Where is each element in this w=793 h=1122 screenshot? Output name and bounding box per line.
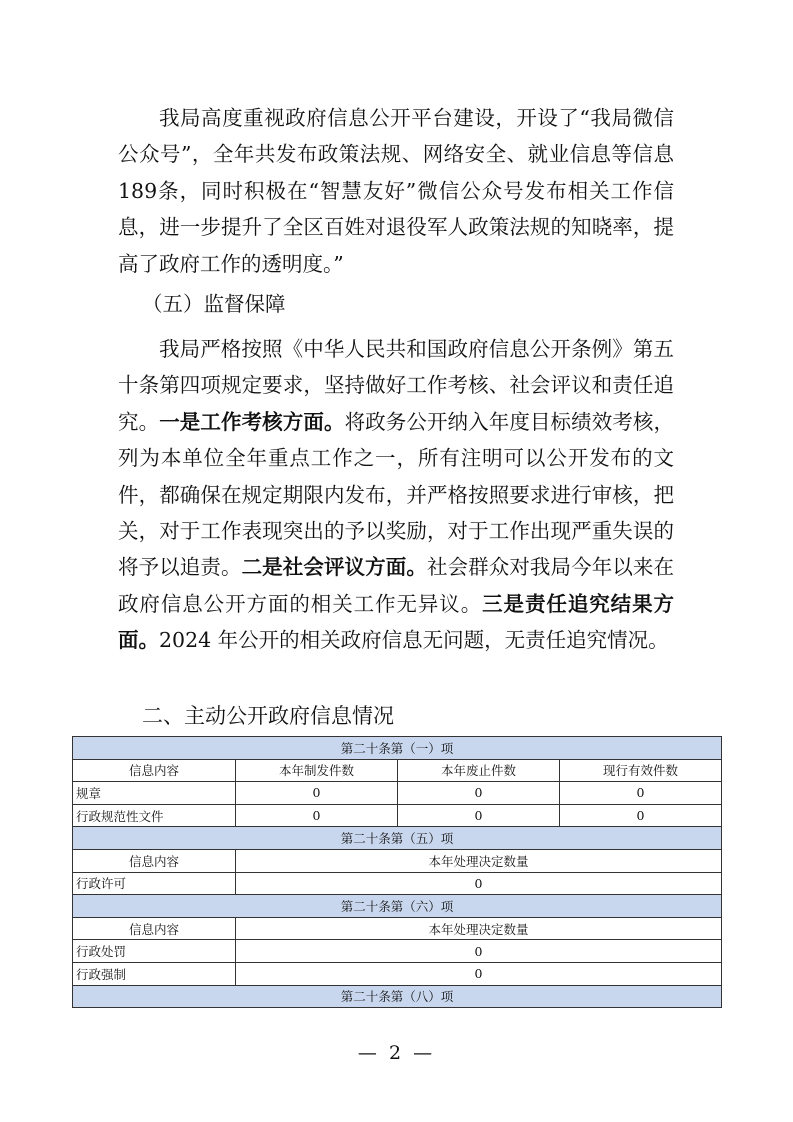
column-header: 本年废止件数: [398, 759, 560, 782]
table-cell: 0: [236, 940, 722, 963]
paragraph-supervision: [118, 331, 674, 659]
heading-supervision: （五）监督保障: [142, 292, 286, 316]
column-header: 本年制发件数: [236, 759, 398, 782]
table-header-row: [73, 917, 722, 940]
section-title-item-1: 第二十条第（一）项: [73, 737, 722, 760]
column-header: 信息内容: [73, 849, 236, 872]
table-row: [73, 872, 722, 895]
column-header: 本年处理决定数量: [236, 849, 722, 872]
row-label: 行政强制: [73, 962, 236, 985]
section-title-item-5: 第二十条第（五）项: [73, 827, 722, 850]
column-header: 信息内容: [73, 759, 236, 782]
row-label: 行政规范性文件: [73, 804, 236, 827]
table-cell: 0: [236, 872, 722, 895]
table-cell: 0: [236, 804, 398, 827]
bold-point-2: 二是社会评议方面。: [241, 555, 427, 580]
point-3-text: 2024 年公开的相关政府信息无问题，无责任追究情况。: [159, 628, 669, 653]
column-header: 现行有效件数: [560, 759, 722, 782]
table-row: [73, 962, 722, 985]
table-cell: 0: [560, 804, 722, 827]
row-label: 行政处罚: [73, 940, 236, 963]
table-section-row: [73, 827, 722, 850]
table-cell: 0: [398, 804, 560, 827]
table-cell: 0: [398, 782, 560, 805]
table-cell: 0: [560, 782, 722, 805]
paragraph-wechat-platform: 我局高度重视政府信息公开平台建设，开设了“我局微信公众号”，全年共发布政策法规、网络安全、就业信息等信息189条，同时积极在“智慧友好”微信公众号发布相关工作信息，进一步提升了全区百姓对退役军人政策法规的知晓率，提高了政府工作的透明度。”: [118, 106, 674, 276]
table-header-row: [73, 759, 722, 782]
row-label: 行政许可: [73, 872, 236, 895]
table-row: [73, 804, 722, 827]
table-header-row: [73, 849, 722, 872]
section-heading-active-disclosure: 二、主动公开政府信息情况: [142, 704, 394, 728]
supervision-intro: 我局严格按照《中华人民共和国政府信息公开条例》第五十条第四项规定要求，坚持做好工作考核、社会评议和责任追究。: [118, 337, 674, 434]
table-row: [73, 782, 722, 805]
disclosure-table: [72, 736, 722, 1008]
column-header: 本年处理决定数量: [236, 917, 722, 940]
table-section-row: [73, 985, 722, 1008]
section-title-item-8: 第二十条第（八）项: [73, 985, 722, 1008]
table-cell: 0: [236, 962, 722, 985]
section-title-item-6: 第二十条第（六）项: [73, 895, 722, 918]
table-cell: 0: [236, 782, 398, 805]
column-header: 信息内容: [73, 917, 236, 940]
table-section-row: [73, 895, 722, 918]
table-row: [73, 940, 722, 963]
point-1-text: 将政务公开纳入年度目标绩效考核，列为本单位全年重点工作之一，所有注明可以公开发布的文件，都确保在规定期限内发布，并严格按照要求进行审核，把关，对于工作表现突出的予以奖励，对于工作出现严重失误的将予以追责。: [118, 409, 675, 580]
point-2-text: 社会群众对我局今年以来在政府信息公开方面的相关工作无异议。: [118, 555, 675, 616]
bold-point-1: 一是工作考核方面。: [159, 409, 345, 434]
row-label: 规章: [73, 782, 236, 805]
page-number: — 2 —: [357, 1042, 436, 1064]
bold-point-3: 三是责任追究结果方面。: [118, 591, 675, 653]
table-section-row: [73, 737, 722, 760]
